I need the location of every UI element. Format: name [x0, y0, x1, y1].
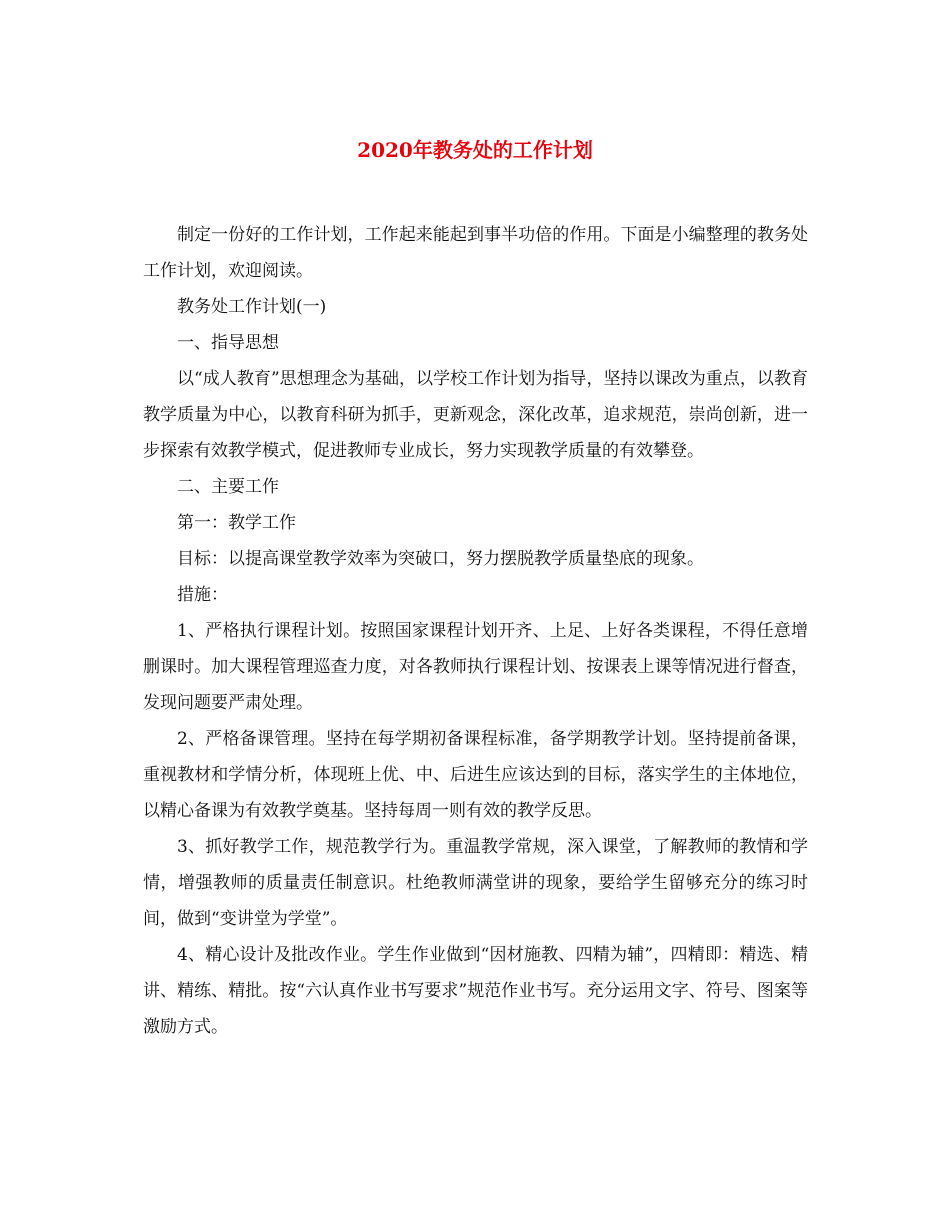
paragraph-teaching-work-heading: 第一：教学工作	[177, 513, 296, 533]
paragraph-plan-heading: 教务处工作计划(一)	[177, 297, 327, 317]
paragraph-intro: 制定一份好的工作计划，工作起来能起到事半功倍的作用。下面是小编整理的教务处工作计划，欢迎阅读。	[143, 225, 808, 281]
paragraph-measure-4: 4、精心设计及批改作业。学生作业做到“因材施教、四精为辅”，四精即：精选、精讲、精练、精批。按“六认真作业书写要求”规范作业书写。充分运用文字、符号、图案等激励方式。	[143, 945, 808, 1037]
paragraph-measures-heading: 措施：	[177, 585, 228, 605]
document-title: 2020年教务处的工作计划	[357, 138, 593, 162]
document-body	[143, 217, 808, 1045]
paragraph-measure-3: 3、抓好教学工作，规范教学行为。重温教学常规，深入课堂，了解教师的教情和学情，增强教师的质量责任制意识。杜绝教师满堂讲的现象，要给学生留够充分的练习时间，做到“变讲堂为学堂”。	[143, 837, 808, 929]
paragraph-section-main-work: 二、主要工作	[177, 477, 279, 497]
paragraph-section-guiding-thought: 一、指导思想	[177, 333, 279, 353]
paragraph-measure-2: 2、严格备课管理。坚持在每学期初备课程标准，备学期教学计划。坚持提前备课，重视教材和学情分析，体现班上优、中、后进生应该达到的目标，落实学生的主体地位，以精心备课为有效教学奠基。坚持每周一则有效的教学反思。	[143, 729, 808, 821]
paragraph-goal: 目标：以提高课堂教学效率为突破口，努力摆脱教学质量垫底的现象。	[177, 549, 704, 569]
paragraph-guiding-thought-body: 以“成人教育”思想理念为基础，以学校工作计划为指导，坚持以课改为重点，以教育教学质量为中心，以教育科研为抓手，更新观念，深化改革，追求规范，崇尚创新，进一步探索有效教学模式，促进教师专业成长，努力实现教学质量的有效攀登。	[143, 369, 808, 461]
paragraph-measure-1: 1、严格执行课程计划。按照国家课程计划开齐、上足、上好各类课程，不得任意增删课时。加大课程管理巡查力度，对各教师执行课程计划、按课表上课等情况进行督查，发现问题要严肃处理。	[143, 621, 808, 713]
